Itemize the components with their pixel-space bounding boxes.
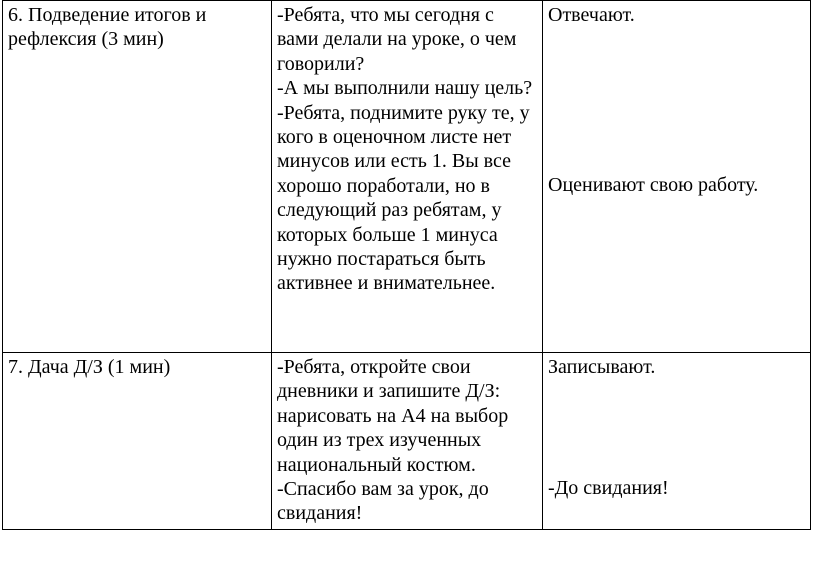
- student-text: -До свидания!: [548, 477, 669, 500]
- teacher-text: -А мы выполнили нашу цель?: [277, 77, 533, 100]
- teacher-text: -Ребята, что мы сегодня с вами делали на уроке, о чем говорили?: [277, 4, 517, 75]
- table-row: [3, 1, 811, 353]
- teacher-text: -Ребята, откройте свои дневники и запишите Д/З: нарисовать на А4 на выбор один из трех изученных национальный костюм.: [277, 356, 509, 476]
- teacher-text: -Ребята, поднимите руку те, у кого в оценочном листе нет минусов или есть 1. Вы все хорошо поработали, но в следующий раз ребятам, у которых больше 1 минуса нужно постараться быть активнее и внимательнее.: [277, 101, 530, 295]
- student-text: Отвечают.: [548, 4, 635, 26]
- student-text: Записывают.: [548, 356, 656, 378]
- teacher-text: -Спасибо вам за урок, до свидания!: [277, 478, 489, 525]
- stage-text: 7. Дача Д/З (1 мин): [8, 356, 171, 378]
- teacher-activity-cell: [272, 1, 543, 353]
- stage-cell: [3, 1, 272, 353]
- student-activity-cell: [543, 353, 811, 530]
- student-text: Оценивают свою работу.: [548, 174, 759, 197]
- stage-text: 6. Подведение итогов и рефлексия (3 мин): [8, 4, 207, 51]
- table-row: [3, 353, 811, 530]
- teacher-activity-cell: [272, 353, 543, 530]
- student-activity-cell: [543, 1, 811, 353]
- lesson-plan-table: [2, 0, 811, 530]
- stage-cell: [3, 353, 272, 530]
